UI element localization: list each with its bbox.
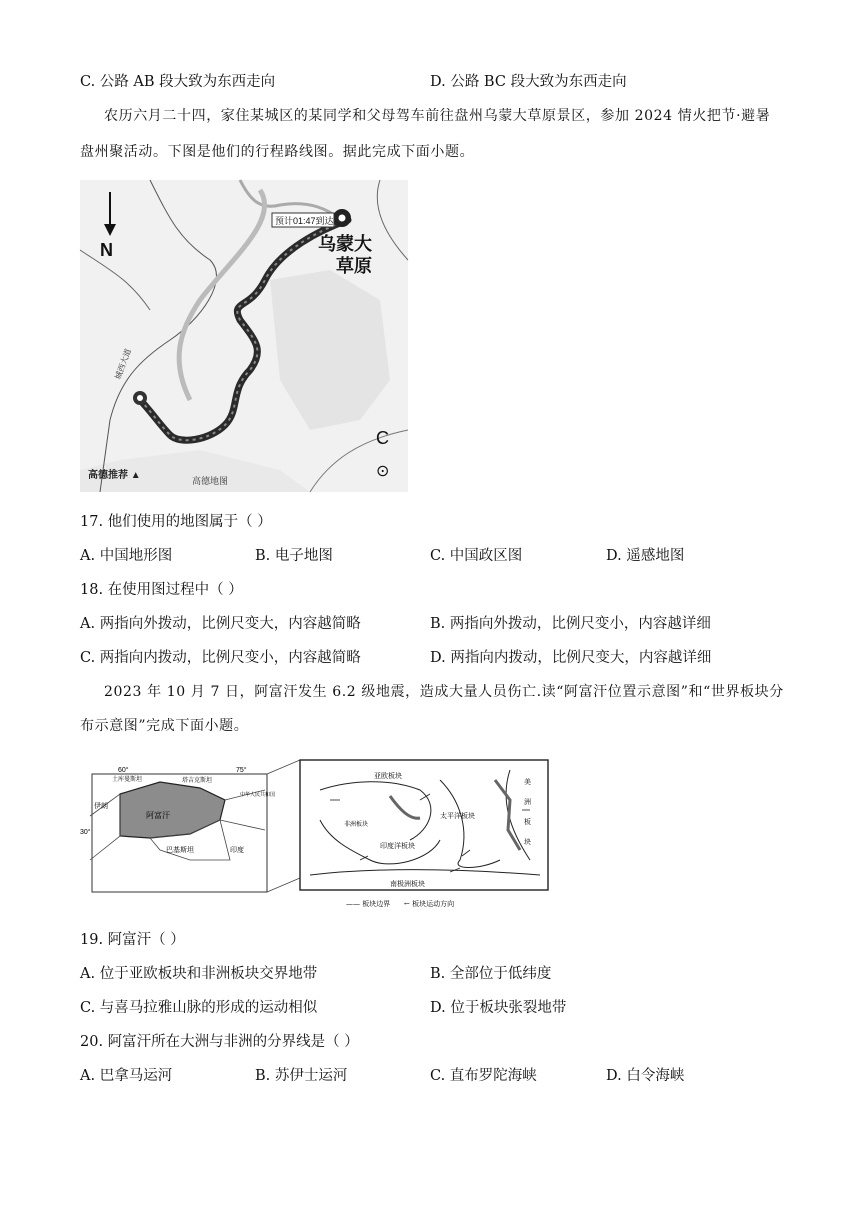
pacific-plate-label: 太平洋板块 bbox=[440, 812, 475, 820]
q20-option-a: A. 巴拿马运河 bbox=[80, 1068, 173, 1084]
q19-stem: 19. 阿富汗（ ） bbox=[80, 932, 185, 948]
pakistan-label: 巴基斯坦 bbox=[166, 846, 194, 854]
china-label: 中华人民共和国 bbox=[240, 792, 276, 798]
lon60-label: 60° bbox=[118, 767, 129, 774]
intro2-line2: 布示意图”完成下面小题。 bbox=[80, 718, 249, 734]
america-label-2: 洲 bbox=[524, 798, 531, 806]
q18-option-a: A. 两指向外拨动，比例尺变大，内容越简略 bbox=[80, 616, 361, 632]
eta-label: 预计01:47到达 bbox=[275, 216, 334, 226]
q19-option-b: B. 全部位于低纬度 bbox=[430, 966, 552, 982]
lon75-label: 75° bbox=[236, 767, 247, 774]
route-map-drawing bbox=[80, 180, 408, 492]
turkmenistan-label: 土库曼斯坦 bbox=[112, 776, 143, 783]
q16-option-d: D. 公路 BC 段大致为东西走向 bbox=[430, 74, 627, 90]
q19-option-d: D. 位于板块张裂地带 bbox=[430, 1000, 567, 1016]
q19-option-a: A. 位于亚欧板块和非洲板块交界地带 bbox=[80, 966, 318, 982]
route-map bbox=[80, 180, 408, 492]
q18-stem: 18. 在使用图过程中（ ） bbox=[80, 582, 243, 598]
afghanistan-label: 阿富汗 bbox=[146, 811, 170, 820]
legend-boundary: —— 板块边界 bbox=[346, 900, 391, 908]
start-label: 城西大道 bbox=[113, 347, 133, 381]
map-brand-label: 高德地图 bbox=[192, 476, 229, 486]
q17-option-b: B. 电子地图 bbox=[255, 548, 333, 564]
intro1-line1: 农历六月二十四，家住某城区的某同学和父母驾车前往盘州乌蒙大草原景区，参加 2024 情火把节·避暑 bbox=[104, 108, 771, 124]
intro2-line1: 2023 年 10 月 7 日，阿富汗发生 6.2 级地震，造成大量人员伤亡.读“阿富汗位置示意图”和“世界板块分 bbox=[104, 684, 784, 700]
legend-direction: ← 板块运动方向 bbox=[404, 900, 455, 908]
q20-option-c: C. 直布罗陀海峡 bbox=[430, 1068, 537, 1084]
destination-label-1: 乌蒙大 bbox=[318, 234, 372, 254]
indian-ocean-plate-label: 印度洋板块 bbox=[380, 842, 415, 850]
destination-label-2: 草原 bbox=[336, 256, 372, 276]
america-label-1: 美 bbox=[524, 778, 531, 786]
african-plate-label: 非洲板块 bbox=[344, 821, 369, 828]
north-label: N bbox=[100, 240, 113, 260]
locate-icon[interactable]: ⊙ bbox=[376, 461, 390, 480]
q17-stem: 17. 他们使用的地图属于（ ） bbox=[80, 514, 272, 530]
q18-option-d: D. 两指向内拨动，比例尺变大，内容越详细 bbox=[430, 650, 712, 666]
refresh-icon[interactable]: C bbox=[376, 428, 389, 448]
america-label-4: 块 bbox=[524, 838, 531, 846]
q20-stem: 20. 阿富汗所在大洲与非洲的分界线是（ ） bbox=[80, 1034, 359, 1050]
antarctic-plate-label: 南极洲板块 bbox=[390, 880, 425, 888]
intro1-line2: 盘州聚活动。下图是他们的行程路线图。据此完成下面小题。 bbox=[80, 144, 475, 160]
q18-option-b: B. 两指向外拨动，比例尺变小，内容越详细 bbox=[430, 616, 711, 632]
plate-map-drawing bbox=[80, 760, 550, 910]
america-label-3: 板 bbox=[524, 818, 531, 826]
recommend-label: 高德推荐 ▲ bbox=[88, 470, 141, 481]
q16-option-c: C. 公路 AB 段大致为东西走向 bbox=[80, 74, 276, 90]
iran-label: 伊朗 bbox=[94, 802, 108, 810]
q20-option-d: D. 白令海峡 bbox=[606, 1068, 685, 1084]
eurasian-plate-label: 亚欧板块 bbox=[374, 772, 402, 780]
q18-option-c: C. 两指向内拨动，比例尺变小，内容越简略 bbox=[80, 650, 361, 666]
tajikistan-label: 塔吉克斯坦 bbox=[182, 777, 213, 784]
plate-map bbox=[80, 760, 550, 910]
q17-option-c: C. 中国政区图 bbox=[430, 548, 523, 564]
q19-option-c: C. 与喜马拉雅山脉的形成的运动相似 bbox=[80, 1000, 318, 1016]
lat30-label: 30° bbox=[80, 829, 91, 836]
india-label: 印度 bbox=[230, 846, 244, 854]
q17-option-a: A. 中国地形图 bbox=[80, 548, 173, 564]
q17-option-d: D. 遥感地图 bbox=[606, 548, 685, 564]
q20-option-b: B. 苏伊士运河 bbox=[255, 1068, 348, 1084]
